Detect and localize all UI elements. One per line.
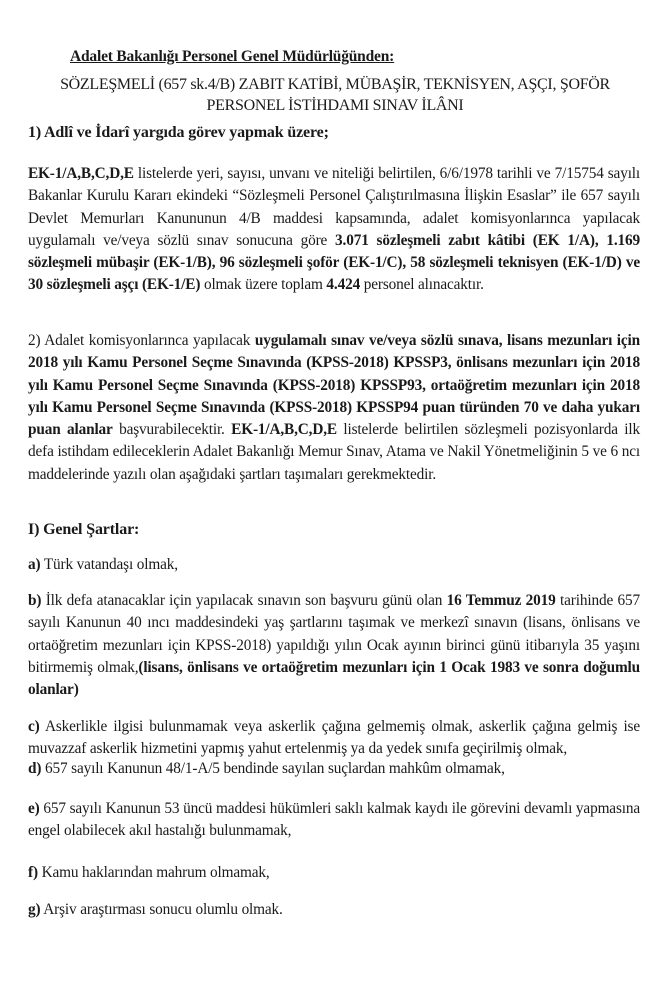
paragraph-2 (28, 330, 640, 486)
condition-d (28, 758, 640, 780)
condition-label: f) (28, 864, 38, 881)
condition-text: Askerlikle ilgisi bulunmamak veya askerlik çağına gelmemiş olmak, askerlik çağına gelmiş ise muvazzaf askerlik hizmetini yapmış yahut ertelenmiş ya da yedek sınıfa geçirilmiş olmak, (28, 718, 640, 758)
condition-text: İlk defa atanacaklar için yapılacak sınavın son başvuru günü olan (41, 592, 447, 609)
paragraph-1-text-3: personel alınacaktır. (360, 276, 484, 294)
section-1-heading: 1) Adlî ve İdarî yargıda görev yapmak üzere; (28, 124, 329, 141)
condition-f (28, 862, 640, 884)
condition-label: a) (28, 556, 41, 573)
paragraph-1-text: listelerde yeri, sayısı, unvanı ve niteliği belirtilen, 6/6/1978 tarihli ve 7/15754 sayılı Bakanlar Kurulu Kararı ekindeki “Sözleşmeli Personel Çalıştırılmasına İlişkin Esaslar” ile 657 sayılı Devlet Memurları Kanununun 4/B maddesi kapsamında, adalet komisyonlarınca yapılacak uygulamalı ve/veya sözlü sınav sonucuna göre (28, 165, 640, 249)
general-conditions-heading: I) Genel Şartlar: (28, 521, 140, 538)
condition-label: b) (28, 592, 42, 609)
paragraph-1-total: 4.424 (326, 276, 361, 294)
application-deadline: 16 Temmuz 2019 (446, 592, 556, 609)
birth-date-requirement: (lisans, önlisans ve ortaöğretim mezunları için 1 Ocak 1983 ve sonra doğumlu olanlar) (28, 658, 640, 699)
condition-label: g) (28, 901, 41, 918)
paragraph-2-annex-ref: EK-1/A,B,C,D,E (231, 421, 337, 439)
condition-b (28, 590, 640, 701)
issuer-heading: Adalet Bakanlığı Personel Genel Müdürlüğünden: (70, 48, 395, 65)
condition-e (28, 798, 640, 843)
condition-text: 657 sayılı Kanunun 48/1-A/5 bendinde sayılan suçlardan mahkûm olmamak, (41, 760, 505, 777)
paragraph-1-text-2: olmak üzere toplam (200, 276, 327, 294)
condition-text: 657 sayılı Kanunun 53 üncü maddesi hükümleri saklı kalmak kaydı ile görevini devamlı yapmasına engel olabilecek akıl hastalığı bulunmamak, (28, 800, 640, 840)
paragraph-1 (28, 163, 640, 297)
condition-text: Türk vatandaşı olmak, (40, 556, 178, 573)
condition-c (28, 716, 640, 761)
condition-label: e) (28, 800, 40, 817)
title-line-1: SÖZLEŞMELİ (657 sk.4/B) ZABIT KATİBİ, MÜBAŞİR, TEKNİSYEN, AŞÇI, ŞOFÖR (60, 76, 610, 93)
announcement-title (30, 74, 640, 116)
condition-g (28, 899, 640, 921)
paragraph-1-positions: 3.071 sözleşmeli zabıt kâtibi (EK 1/A), 1.169 sözleşmeli mübaşir (EK-1/B), 96 sözleşmeli şoför (EK-1/C), 58 sözleşmeli teknisyen (EK-1/D) ve 30 sözleşmeli aşçı (EK-1/E) (28, 231, 640, 294)
title-line-2: PERSONEL İSTİHDAMI SINAV İLÂNI (206, 97, 464, 114)
condition-a (28, 554, 640, 576)
condition-label: d) (28, 760, 42, 777)
paragraph-2-text-3: listelerde belirtilen sözleşmeli pozisyonlarda ilk defa istihdam edileceklerin Adalet Bakanlığı Memur Sınav, Atama ve Nakil Yönetmeliğinin 5 ve 6 ncı maddelerinde yazılı olan aşağıdaki şartları taşımaları gerekmektedir. (28, 421, 640, 483)
paragraph-1-annex-ref: EK-1/A,B,C,D,E (28, 165, 134, 182)
paragraph-2-text-2: başvurabilecektir. (112, 421, 232, 439)
paragraph-2-exam-requirements: uygulamalı sınav ve/veya sözlü sınava, lisans mezunları için 2018 yılı Kamu Personel Seçme Sınavında (KPSS-2018) KPSSP3, önlisans mezunları için 2018 yılı Kamu Personel Seçme Sınavında (KPSS-2018) KPSSP93, ortaöğretim mezunları için 2018 yılı Kamu Personel Seçme Sınavında (KPSS-2018) KPSSP94 puan türünden 70 ve daha yukarı puan alanlar (28, 332, 640, 439)
condition-text: Kamu haklarından mahrum olmamak, (37, 864, 270, 881)
condition-label: c) (28, 718, 40, 735)
condition-text-2: tarihinde 657 sayılı Kanunun 40 ıncı maddesindeki yaş şartlarını taşımak ve merkezî sınavın (lisans, önlisans ve ortaöğretim mezunları için KPSS-2018) yapıldığı yılın Ocak ayının birinci günü itibarıyla 35 yaşını bitirmemiş olmak, (28, 592, 640, 676)
condition-text: Arşiv araştırması sonucu olumlu olmak. (40, 901, 283, 918)
paragraph-2-text: 2) Adalet komisyonlarınca yapılacak (28, 332, 255, 349)
